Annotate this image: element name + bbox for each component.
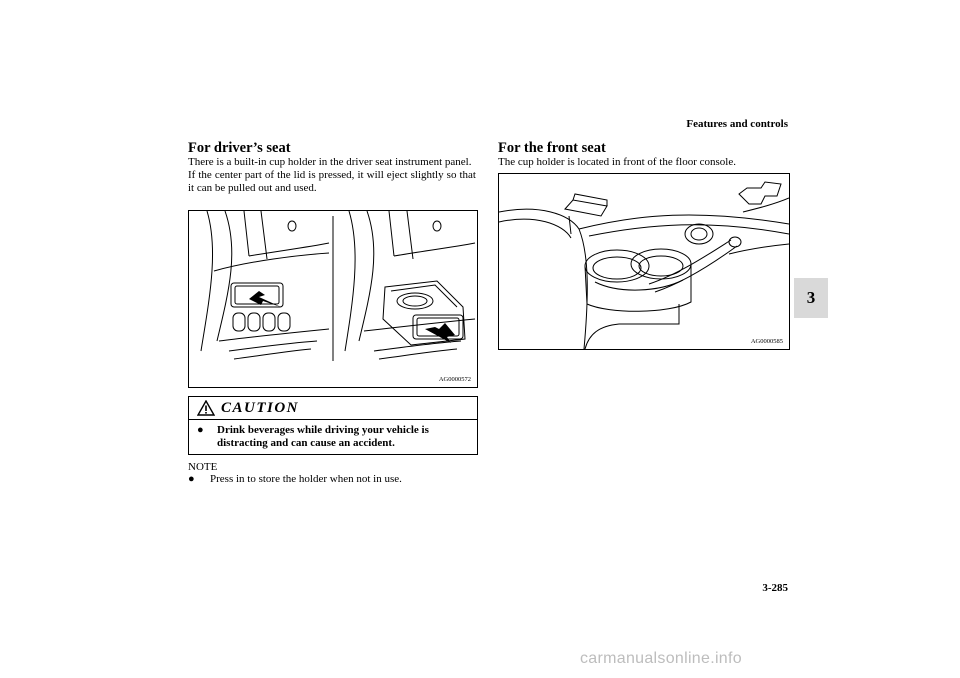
caution-box bbox=[188, 396, 478, 455]
driver-cup-holder-illustration bbox=[189, 211, 477, 387]
front-cup-holder-illustration bbox=[499, 174, 789, 349]
figure-driver-cup-holder bbox=[188, 210, 478, 388]
caution-item bbox=[189, 420, 477, 454]
note-item bbox=[188, 473, 476, 486]
note-label: NOTE bbox=[188, 461, 218, 473]
warning-triangle-icon bbox=[197, 400, 215, 416]
paragraph-2: If the center part of the lid is pressed, it will eject slightly so that it can be pulled out and used. bbox=[188, 169, 476, 194]
running-header: Features and controls bbox=[686, 118, 788, 130]
caution-text: Drink beverages while driving your vehicle is distracting and can cause an accident. bbox=[217, 424, 429, 449]
paragraph-1: There is a built-in cup holder in the driver seat instrument panel. bbox=[188, 156, 472, 168]
figure-code-right: AG0000585 bbox=[750, 338, 783, 345]
caution-title: CAUTION bbox=[221, 399, 300, 416]
caution-header bbox=[189, 397, 477, 420]
watermark-link[interactable]: carmanualsonline.info bbox=[580, 650, 742, 667]
chapter-tab[interactable]: 3 bbox=[794, 278, 828, 318]
page-number: 3-285 bbox=[762, 582, 788, 594]
note-section bbox=[188, 461, 476, 486]
section-heading-driver: For driver’s seat bbox=[188, 140, 291, 156]
section-heading-front: For the front seat bbox=[498, 140, 606, 156]
figure-front-cup-holder bbox=[498, 173, 790, 350]
figure-code-left: AG0000572 bbox=[438, 376, 471, 383]
right-column bbox=[498, 140, 788, 169]
note-bullet: ● bbox=[188, 473, 195, 485]
caution-bullet: ● bbox=[197, 424, 204, 436]
left-column bbox=[188, 140, 476, 195]
note-text: Press in to store the holder when not in use. bbox=[210, 473, 402, 485]
paragraph-front: The cup holder is located in front of the floor console. bbox=[498, 156, 736, 168]
